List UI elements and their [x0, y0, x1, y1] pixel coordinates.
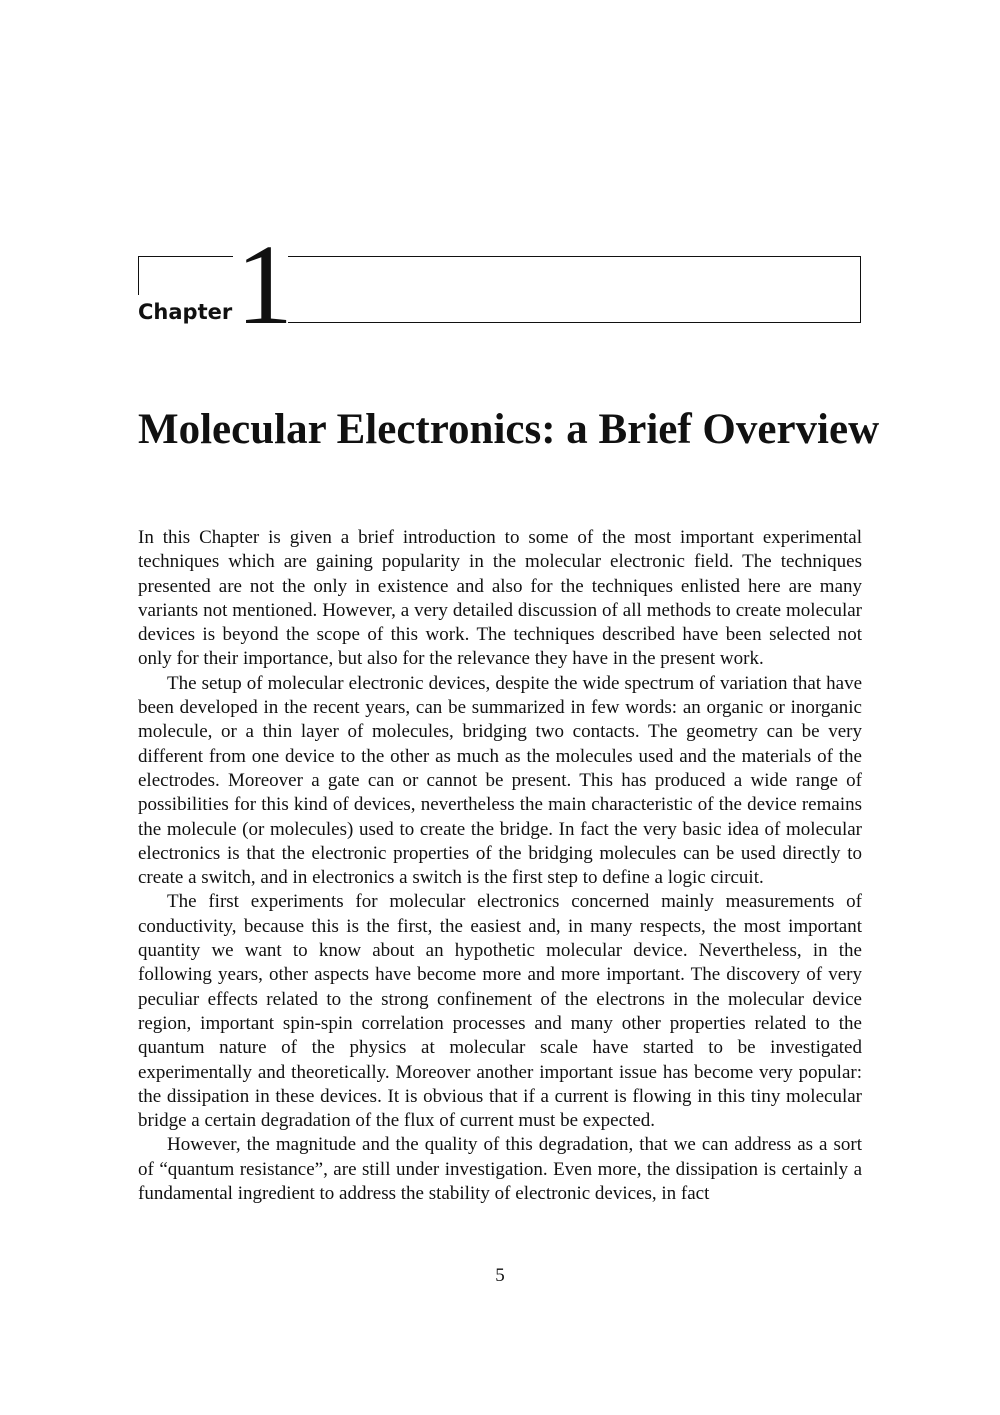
page-number: 5 [495, 1265, 505, 1286]
chapter-number: 1 [236, 221, 293, 348]
paragraph-1: In this Chapter is given a brief introduction to some of the most important experimental techniques which are gaining popularity in the molecular electronic field. The techniques presented are not the only in existence and also for the techniques enlisted here are many variants not mentioned. However, a very detailed discussion of all methods to create molecular devices is beyond the scope of this work. The techniques described have been selected not only for their importance, but also for the relevance they have in the present work. [138, 527, 862, 670]
paragraph-3: The first experiments for molecular electronics concerned mainly measurements of conductivity, because this is the first, the easiest and, in many respects, the most important quantity we want to know about an hypothetic molecular device. Nevertheless, in the following years, other aspects have become more and more important. The discovery of very peculiar effects related to the strong confinement of the electrons in the molecular device region, important spin-spin correlation processes and many other properties related to the quantum nature of the physics at molecular scale have started to be investigated experimentally and theoretically. Moreover another important issue has become very popular: the dissipation in these devices. It is obvious that if a current is flowing in this tiny molecular bridge a certain degradation of the flux of current must be expected. [138, 891, 862, 1132]
paragraph-4: However, the magnitude and the quality of this degradation, that we can address as a sort of “quantum resistance”, are still under investigation. Even more, the dissipation is certainly a fundamental ingredient to address the stability of electronic devices, in fact [138, 1134, 862, 1205]
chapter-title: Molecular Electronics: a Brief Overview [138, 406, 880, 453]
chapter-frame-left [138, 256, 233, 295]
chapter-frame-right [288, 256, 861, 323]
chapter-heading [138, 221, 862, 348]
chapter-label: Chapter [138, 300, 233, 324]
body-text [138, 526, 862, 1206]
paragraph-2: The setup of molecular electronic devices, despite the wide spectrum of variation that have been developed in the recent years, can be summarized in few words: an organic or inorganic molecule, or a thin layer of molecules, bridging two contacts. The geometry can be very different from one device to the other as much as the molecules used and the materials of the electrodes. Moreover a gate can or cannot be present. This has produced a wide range of possibilities for this kind of devices, nevertheless the main characteristic of the device remains the molecule (or molecules) used to create the bridge. In fact the very basic idea of molecular electronics is that the electronic properties of the bridging molecules can be used directly to create a switch, and in electronics a switch is the first step to define a logic circuit. [138, 672, 862, 889]
